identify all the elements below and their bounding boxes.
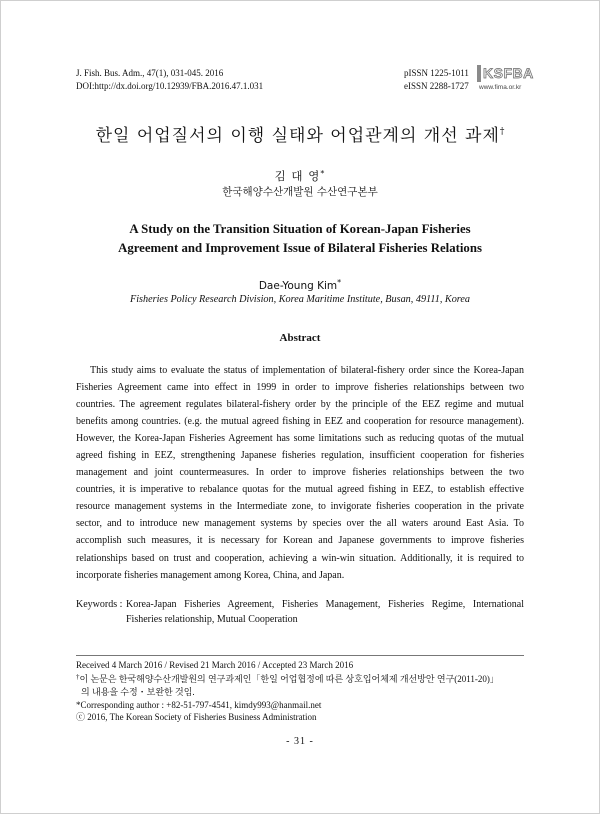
affiliation-english: Fisheries Policy Research Division, Korea Maritime Institute, Busan, 49111, Korea bbox=[130, 294, 470, 305]
abstract-line: This study aims to evaluate the status of implementation of bilateral-fishery order since the Korea-Japan bbox=[90, 364, 524, 376]
title-korean-text: 한일 어업질서의 이행 실태와 어업관계의 개선 과제 bbox=[95, 126, 500, 146]
keywords-label: Keywords : bbox=[76, 598, 123, 610]
keywords-line: Korea-Japan Fisheries Agreement, Fisheries Management, Fisheries Regime, International bbox=[126, 598, 524, 610]
funding-note bbox=[76, 671, 536, 686]
title-english bbox=[0, 220, 600, 258]
title-korean bbox=[0, 121, 600, 147]
funding-dagger-mark: † bbox=[76, 673, 80, 682]
abstract-line: agreed fishing in EEZ, strengthening Japanese fisheries regulation, insufficient cooperation for fisheries bbox=[76, 449, 524, 461]
affiliation-korean: 한국해양수산개발원 수산연구본부 bbox=[222, 186, 378, 198]
keywords-block bbox=[76, 597, 524, 627]
footnotes bbox=[76, 659, 536, 725]
abstract-line: Fisheries Agreement came into effect in 1999 in order to improve fisheries relationships between two bbox=[76, 381, 524, 393]
abstract-heading: Abstract bbox=[279, 332, 321, 344]
title-english-line: A Study on the Transition Situation of Korean-Japan Fisheries bbox=[129, 221, 471, 236]
journal-citation: J. Fish. Bus. Adm., 47(1), 031-045. 2016 bbox=[76, 67, 224, 78]
funding-note-continuation: 의 내용을 수정・보완한 것임. bbox=[81, 686, 195, 697]
footnote-divider bbox=[76, 655, 524, 656]
doi: DOI:http://dx.doi.org/10.12939/FBA.2016.47.1.031 bbox=[76, 80, 264, 91]
abstract-line: resource management systems in the Intermediate zone, to invigorate fisheries cooperation in the private bbox=[76, 501, 524, 513]
author-korean bbox=[0, 166, 600, 184]
keywords-list bbox=[126, 597, 524, 627]
abstract-line: countries, it is imperative to rebalance quotas for the mutual agreed fishing in EEZ, to establish effective bbox=[76, 484, 524, 496]
author-english-asterisk: * bbox=[337, 278, 342, 287]
keywords-line: Fisheries relationship, Mutual Cooperation bbox=[126, 613, 298, 625]
abstract-line: sector, and to introduce new management systems by species over the all waters around East Asia. To bbox=[76, 518, 524, 530]
logo-bar bbox=[477, 65, 481, 82]
journal-citation-block bbox=[76, 67, 263, 93]
abstract-line: However, the Korea-Japan Fisheries Agreement has some limitations such as reducing quotas of the mutual bbox=[76, 432, 524, 444]
abstract-line: benefits among countries. (e.g. the mutual agreed fishing in EEZ and cooperation for resource management). bbox=[76, 415, 524, 427]
corresponding-author: *Corresponding author : +82-51-797-4541, kimdy993@hanmail.net bbox=[76, 699, 322, 710]
title-english-line: Agreement and Improvement Issue of Bilateral Fisheries Relations bbox=[118, 240, 482, 255]
funding-note-text: 이 논문은 한국해양수산개발원의 연구과제인「한일 어업협정에 따른 상호입어체제 개선방안 연구(2011-20)」 bbox=[79, 674, 499, 685]
journal-website: www.fima.or.kr bbox=[479, 84, 522, 91]
abstract-line: countries. The agreement regulates bilateral-fishery order by the principle of the EEZ regime and mutual bbox=[76, 398, 524, 410]
eissn: eISSN 2288-1727 bbox=[404, 80, 469, 91]
abstract-line: accomplish such measures, it is necessary for Korean and Japanese governments to improve fisheries bbox=[76, 535, 524, 547]
pissn: pISSN 1225-1011 bbox=[404, 67, 469, 78]
abstract-line: management and joint countermeasures. In order to improve fisheries relationships between the two bbox=[76, 467, 524, 479]
received-dates: Received 4 March 2016 / Revised 21 March 2016 / Accepted 23 March 2016 bbox=[76, 659, 354, 670]
author-korean-name: 김 대 영 bbox=[274, 169, 321, 183]
copyright-notice: ⓒ 2016, The Korean Society of Fisheries Business Administration bbox=[76, 712, 317, 723]
ksfba-logo bbox=[477, 64, 534, 83]
abstract-line: incorporate fisheries management among Korea, China, and Japan. bbox=[76, 569, 345, 581]
issn-block bbox=[404, 67, 469, 93]
title-dagger-mark: † bbox=[499, 127, 505, 137]
abstract-body bbox=[76, 362, 524, 584]
logo-text: KSFBA bbox=[483, 65, 534, 81]
page-number: - 31 - bbox=[286, 736, 314, 747]
abstract-line: relationships based on trust and cooperation, achieving a win-win situation. Additionally, it is required to bbox=[76, 552, 524, 564]
author-english-name: Dae-Young Kim bbox=[258, 280, 338, 292]
author-korean-asterisk: * bbox=[320, 169, 326, 178]
